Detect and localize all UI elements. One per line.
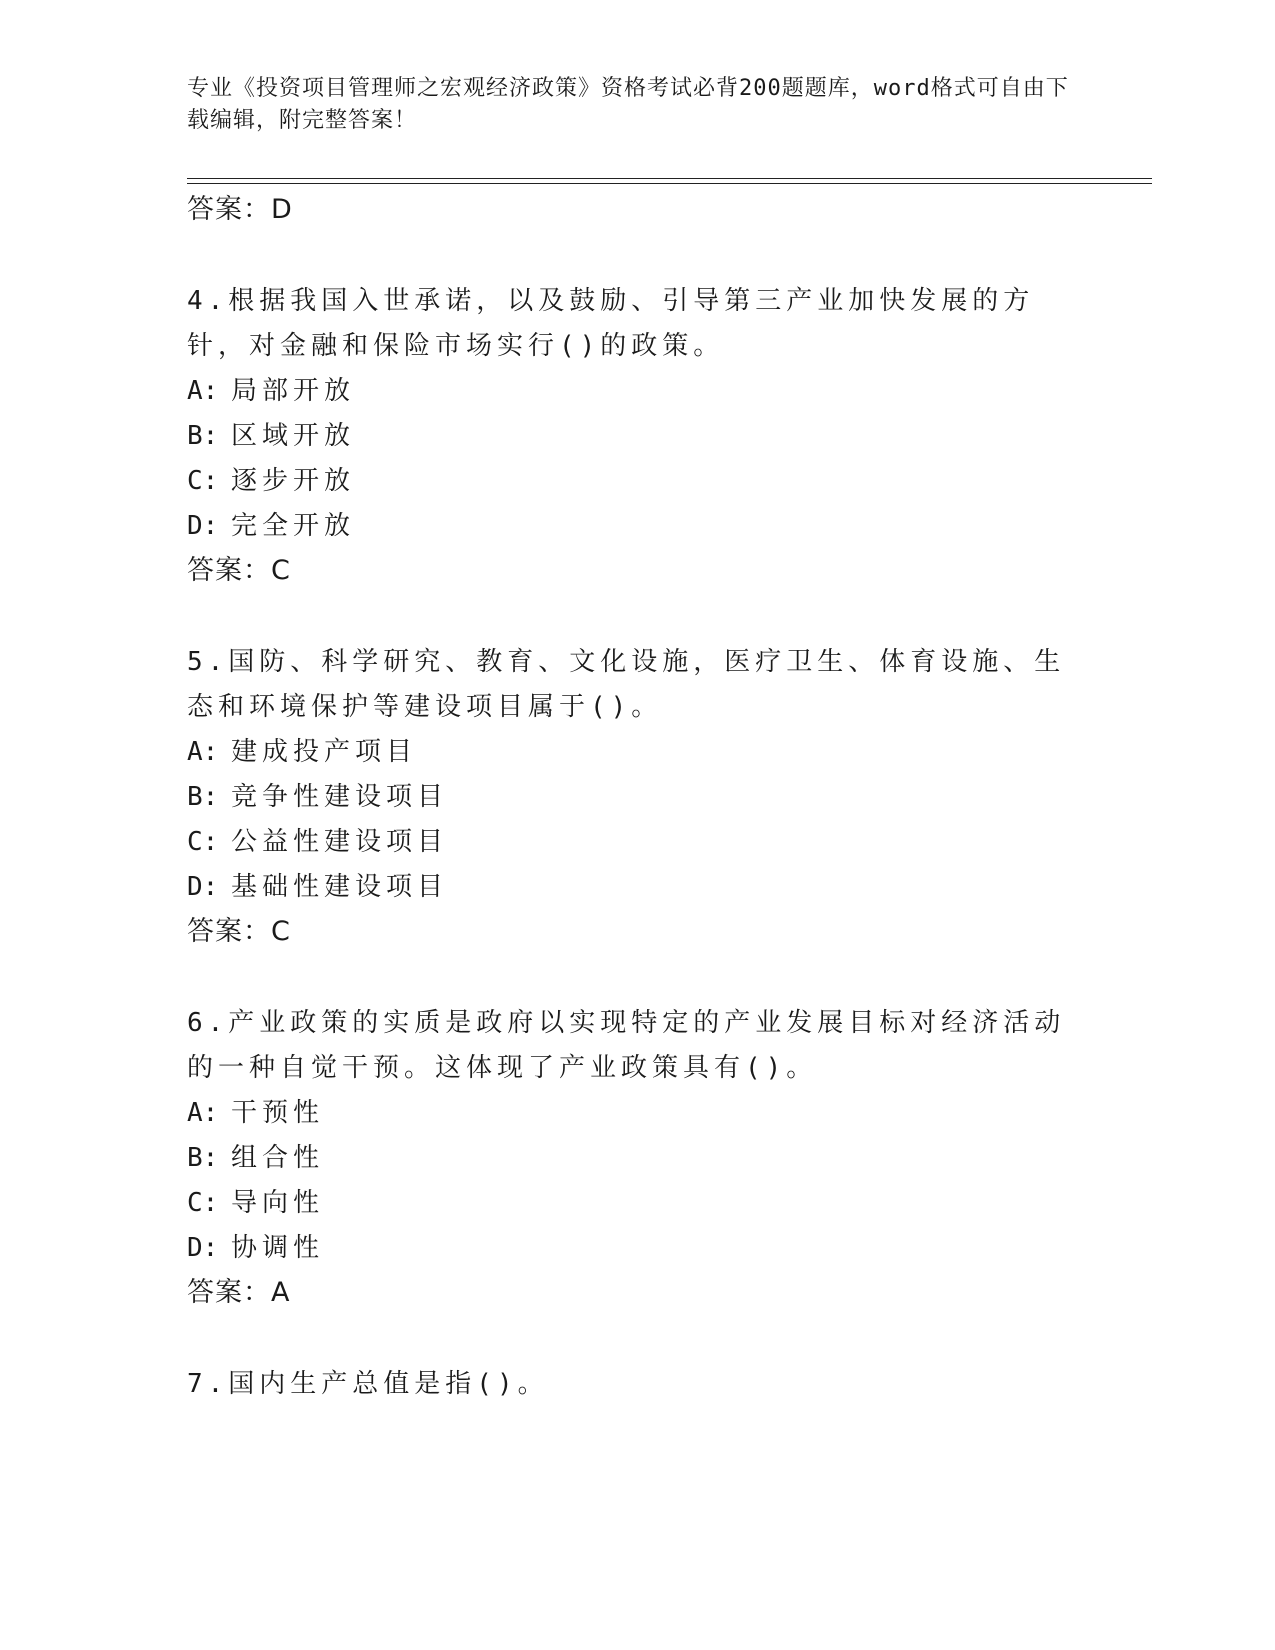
option-key: C: [187, 827, 219, 857]
option-a [187, 730, 1077, 775]
question-item [187, 640, 1077, 954]
option-text: 逐步开放 [231, 466, 356, 496]
question-item [187, 1362, 1077, 1407]
option-b [187, 775, 1077, 820]
option-b [187, 414, 1077, 459]
option-text: 干预性 [231, 1098, 325, 1128]
question-item [187, 1001, 1077, 1315]
option-text: 导向性 [231, 1188, 325, 1218]
option-text: 竞争性建设项目 [231, 782, 449, 812]
option-key: C: [187, 466, 219, 496]
question-text: 7.国内生产总值是指()。 [187, 1369, 549, 1399]
option-key: B: [187, 782, 219, 812]
option-b [187, 1136, 1077, 1181]
option-c [187, 1181, 1077, 1226]
question-text: 5.国防、科学研究、教育、文化设施，医疗卫生、体育设施、生态和环境保护等建设项目属于()。 [187, 647, 1066, 722]
option-d [187, 865, 1077, 910]
question-item [187, 279, 1077, 593]
question-list [187, 188, 1077, 1407]
option-key: B: [187, 1143, 219, 1173]
option-a [187, 369, 1077, 414]
question-text: 6.产业政策的实质是政府以实现特定的产业发展目标对经济活动的一种自觉干预。这体现了产业政策具有()。 [187, 1008, 1066, 1083]
option-key: C: [187, 1188, 219, 1218]
document-page [187, 0, 1152, 1650]
option-key: D: [187, 511, 219, 541]
option-text: 公益性建设项目 [231, 827, 449, 857]
option-key: A: [187, 737, 219, 767]
option-text: 区域开放 [231, 421, 356, 451]
answer-line: 答案：A [187, 1277, 291, 1308]
option-key: A: [187, 1098, 219, 1128]
header-divider-top [187, 178, 1152, 179]
option-text: 建成投产项目 [231, 737, 418, 767]
option-key: A: [187, 376, 219, 406]
option-c [187, 820, 1077, 865]
answer-line: 答案：C [187, 916, 291, 947]
option-text: 完全开放 [231, 511, 356, 541]
answer-line: 答案：C [187, 555, 291, 586]
option-d [187, 1226, 1077, 1271]
option-c [187, 459, 1077, 504]
option-text: 局部开放 [231, 376, 356, 406]
option-key: D: [187, 1233, 219, 1263]
question-text: 4.根据我国入世承诺，以及鼓励、引导第三产业加快发展的方针，对金融和保险市场实行()的政策。 [187, 286, 1035, 361]
option-text: 组合性 [231, 1143, 325, 1173]
document-header: 专业《投资项目管理师之宏观经济政策》资格考试必背200题题库，word格式可自由下载编辑，附完整答案！ [187, 76, 1069, 133]
option-a [187, 1091, 1077, 1136]
option-text: 基础性建设项目 [231, 872, 449, 902]
option-key: B: [187, 421, 219, 451]
option-key: D: [187, 872, 219, 902]
option-text: 协调性 [231, 1233, 325, 1263]
answer-line: 答案：D [187, 194, 293, 225]
header-divider-bottom [187, 183, 1152, 184]
option-d [187, 504, 1077, 549]
